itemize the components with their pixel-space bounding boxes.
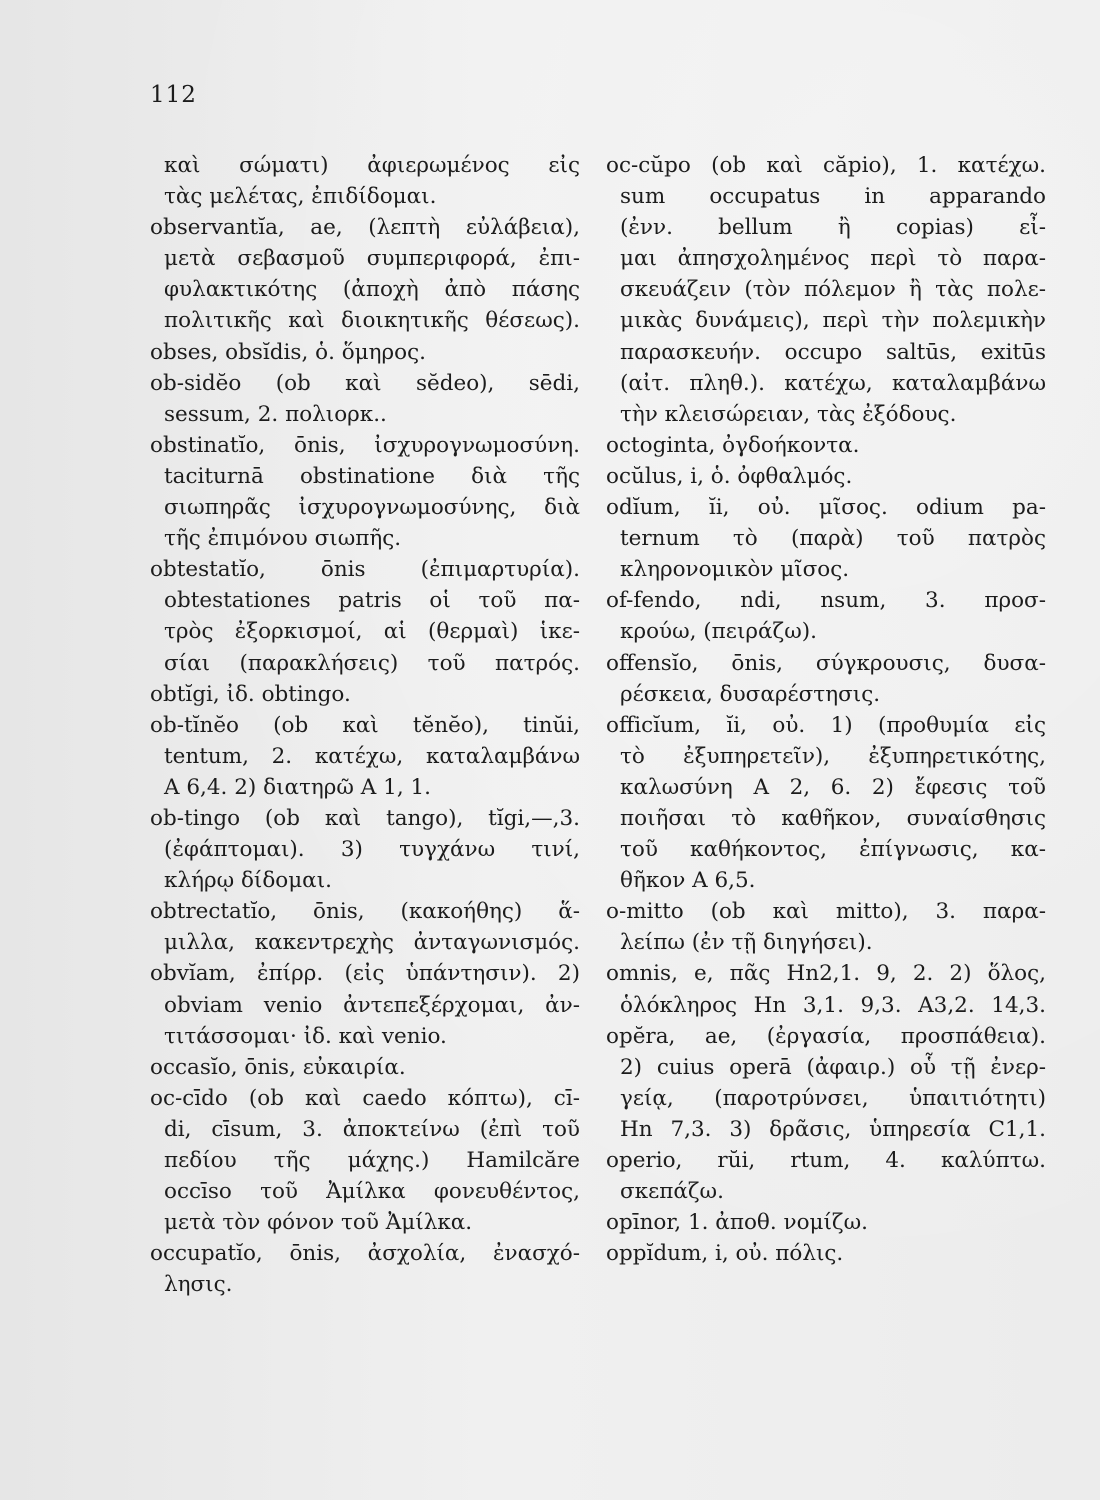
entry-headword-line: of-fendo, ndi, nsum, 3. προσ- <box>606 588 1046 614</box>
entry-headword-line: obses, obsĭdis, ὁ. ὅμηρος. <box>150 339 426 365</box>
entry-headword-line: opĕra, ae, (ἐργασία, προσπάθεια). <box>606 1023 1046 1049</box>
entry-headword-line: obtĭgi, ἰδ. obtingo. <box>150 681 351 707</box>
entry-continuation-line: φυλακτικότης (ἀποχὴ ἀπὸ πάσης <box>164 277 580 303</box>
entry-continuation-line: πολιτικῆς καὶ διοικητικῆς θέσεως). <box>164 308 580 334</box>
entry-continuation-line: τὴν κλεισώρειαν, τὰς ἐξόδους. <box>620 401 957 427</box>
entry-continuation-line: θῆκον A 6,5. <box>620 868 756 894</box>
entry-continuation-line: σιωπηρᾶς ἰσχυρογνωμοσύνης, διὰ <box>164 495 580 521</box>
entry-continuation-line: Hn 7,3. 3) δρᾶσις, ὑπηρεσία C1,1. <box>620 1116 1046 1142</box>
entry-continuation-line: τοῦ καθήκοντος, ἐπίγνωσις, κα- <box>620 837 1046 863</box>
entry-continuation-line: sum occupatus in apparando <box>620 184 1046 210</box>
entry-continuation-line: κρούω, (πειράζω). <box>620 619 817 645</box>
entry-headword-line: o-mitto (ob καὶ mitto), 3. παρα- <box>606 899 1046 925</box>
entry-continuation-line: di, cīsum, 3. ἀποκτείνω (ἐπὶ τοῦ <box>164 1116 580 1142</box>
entry-continuation-line: (ἐφάπτομαι). 3) τυγχάνω τινί, <box>164 837 580 863</box>
entry-headword-line: operio, rŭi, rtum, 4. καλύπτω. <box>606 1148 1046 1173</box>
entry-continuation-line: κλήρῳ δίδομαι. <box>164 868 332 894</box>
entry-headword-line: obtrectatĭo, ōnis, (κακοήθης) ἅ- <box>150 899 580 925</box>
entry-headword-line: obtestatĭo, ōnis (ἐπιμαρτυρία). <box>150 557 580 583</box>
right-column <box>606 150 1046 1269</box>
entry-continuation-line: γείᾳ, (παροτρύνσει, ὑπαιτιότητι) <box>620 1085 1046 1111</box>
entry-headword-line: oc-cŭpo (ob καὶ căpio), 1. κατέχω. <box>606 153 1046 178</box>
entry-headword-line: officĭum, ĭi, οὐ. 1) (προθυμία εἰς <box>606 712 1046 738</box>
entry-continuation-line: μαι ἀπησχολημένος περὶ τὸ παρα- <box>620 246 1046 272</box>
entry-headword-line: oppĭdum, i, οὐ. πόλις. <box>606 1241 844 1267</box>
entry-continuation-line: occīso τοῦ Ἀμίλκα φονευθέντος, <box>164 1179 580 1205</box>
entry-headword-line: offensĭo, ōnis, σύγκρουσις, δυσα- <box>606 650 1046 676</box>
entry-continuation-line: πεδίου τῆς μάχης.) Hamilcăre <box>164 1148 580 1173</box>
entry-continuation-line: ποιῆσαι τὸ καθῆκον, συναίσθησις <box>620 805 1046 831</box>
entry-headword-line: ob-tĭnĕo (ob καὶ tĕnĕo), tinŭi, <box>150 712 580 738</box>
entry-headword-line: obstinatĭo, ōnis, ἰσχυρογνωμοσύνη. <box>150 432 580 458</box>
entry-continuation-line: μικὰς δυνάμεις), περὶ τὴν πολεμικὴν <box>620 308 1046 334</box>
entry-headword-line: odĭum, ĭi, οὐ. μῖσος. odium pa- <box>606 495 1046 521</box>
entry-headword-line: ocŭlus, i, ὁ. ὀφθαλμός. <box>606 463 853 489</box>
entry-continuation-line: (ἐνν. bellum ἢ copias) εἶ- <box>620 215 1046 241</box>
entry-continuation-line: τρὸς ἐξορκισμοί, αἱ (θερμαὶ) ἱκε- <box>164 619 580 645</box>
page-number: 112 <box>150 82 197 108</box>
entry-continuation-line: σίαι (παρακλήσεις) τοῦ πατρός. <box>164 650 580 676</box>
entry-continuation-line: τὸ ἐξυπηρετεῖν), ἐξυπηρετικότης, <box>620 743 1046 769</box>
entry-continuation-line: ρέσκεια, δυσαρέστησις. <box>620 681 881 707</box>
entry-headword-line: ob-tingo (ob καὶ tango), tĭgi,—,3. <box>150 805 580 831</box>
entry-continuation-line: τῆς ἐπιμόνου σιωπῆς. <box>164 526 402 552</box>
entry-continuation-line: καὶ σώματι) ἀφιερωμένος εἰς <box>164 153 580 178</box>
entry-continuation-line: λησις. <box>164 1272 233 1298</box>
entry-continuation-line: (αἰτ. πληθ.). κατέχω, καταλαμβάνω <box>620 370 1046 396</box>
entry-headword-line: occupatĭo, ōnis, ἀσχολία, ἐνασχό- <box>150 1241 580 1267</box>
entry-continuation-line: A 6,4. 2) διατηρῶ A 1, 1. <box>164 774 432 800</box>
entry-continuation-line: κληρονομικὸν μῖσος. <box>620 557 850 583</box>
entry-continuation-line: καλωσύνη A 2, 6. 2) ἔφεσις τοῦ <box>620 774 1046 800</box>
entry-continuation-line: 2) cuius operā (ἀφαιρ.) οὗ τῇ ἐνερ- <box>620 1054 1046 1080</box>
entry-continuation-line: obtestationes patris οἱ τοῦ πα- <box>164 588 580 614</box>
entry-continuation-line: παρασκευήν. occupo saltūs, exitūs <box>620 339 1046 365</box>
entry-headword-line: oc-cīdo (ob καὶ caedo κόπτω), cī- <box>150 1085 580 1111</box>
entry-continuation-line: tentum, 2. κατέχω, καταλαμβάνω <box>164 743 580 769</box>
entry-continuation-line: σκευάζειν (τὸν πόλεμον ἢ τὰς πολε- <box>620 277 1046 303</box>
entry-headword-line: omnis, e, πᾶς Hn2,1. 9, 2. 2) ὅλος, <box>606 961 1046 987</box>
entry-headword-line: opīnor, 1. ἀποθ. νομίζω. <box>606 1210 868 1236</box>
entry-headword-line: octoginta, ὀγδοήκοντα. <box>606 432 860 458</box>
entry-continuation-line: τὰς μελέτας, ἐπιδίδομαι. <box>164 184 437 210</box>
entry-continuation-line: μιλλα, κακεντρεχὴς ἀνταγωνισμός. <box>164 930 580 956</box>
entry-continuation-line: τιτάσσομαι· ἰδ. καὶ venio. <box>164 1023 447 1049</box>
entry-continuation-line: ὁλόκληρος Hn 3,1. 9,3. A3,2. 14,3. <box>620 992 1046 1018</box>
entry-headword-line: observantĭa, ae, (λεπτὴ εὐλάβεια), <box>150 215 580 241</box>
entry-headword-line: obvĭam, ἐπίρρ. (εἰς ὑπάντησιν). 2) <box>150 961 580 987</box>
entry-continuation-line: taciturnā obstinatione διὰ τῆς <box>164 463 580 489</box>
entry-continuation-line: λείπω (ἐν τῇ διηγήσει). <box>620 930 873 956</box>
entry-headword-line: ob-sidĕo (ob καὶ sĕdeo), sēdi, <box>150 370 580 396</box>
entry-continuation-line: ternum τὸ (παρὰ) τοῦ πατρὸς <box>620 526 1046 552</box>
entry-continuation-line: μετὰ τὸν φόνον τοῦ Ἀμίλκα. <box>164 1210 473 1236</box>
entry-continuation-line: μετὰ σεβασμοῦ συμπεριφορά, ἐπι- <box>164 246 580 272</box>
entry-continuation-line: σκεπάζω. <box>620 1179 724 1205</box>
entry-continuation-line: sessum, 2. πολιορκ.. <box>164 401 387 427</box>
left-column <box>150 150 580 1300</box>
entry-continuation-line: obviam venio ἀντεπεξέρχομαι, ἀν- <box>164 992 580 1018</box>
entry-headword-line: occasĭo, ōnis, εὐκαιρία. <box>150 1054 406 1080</box>
